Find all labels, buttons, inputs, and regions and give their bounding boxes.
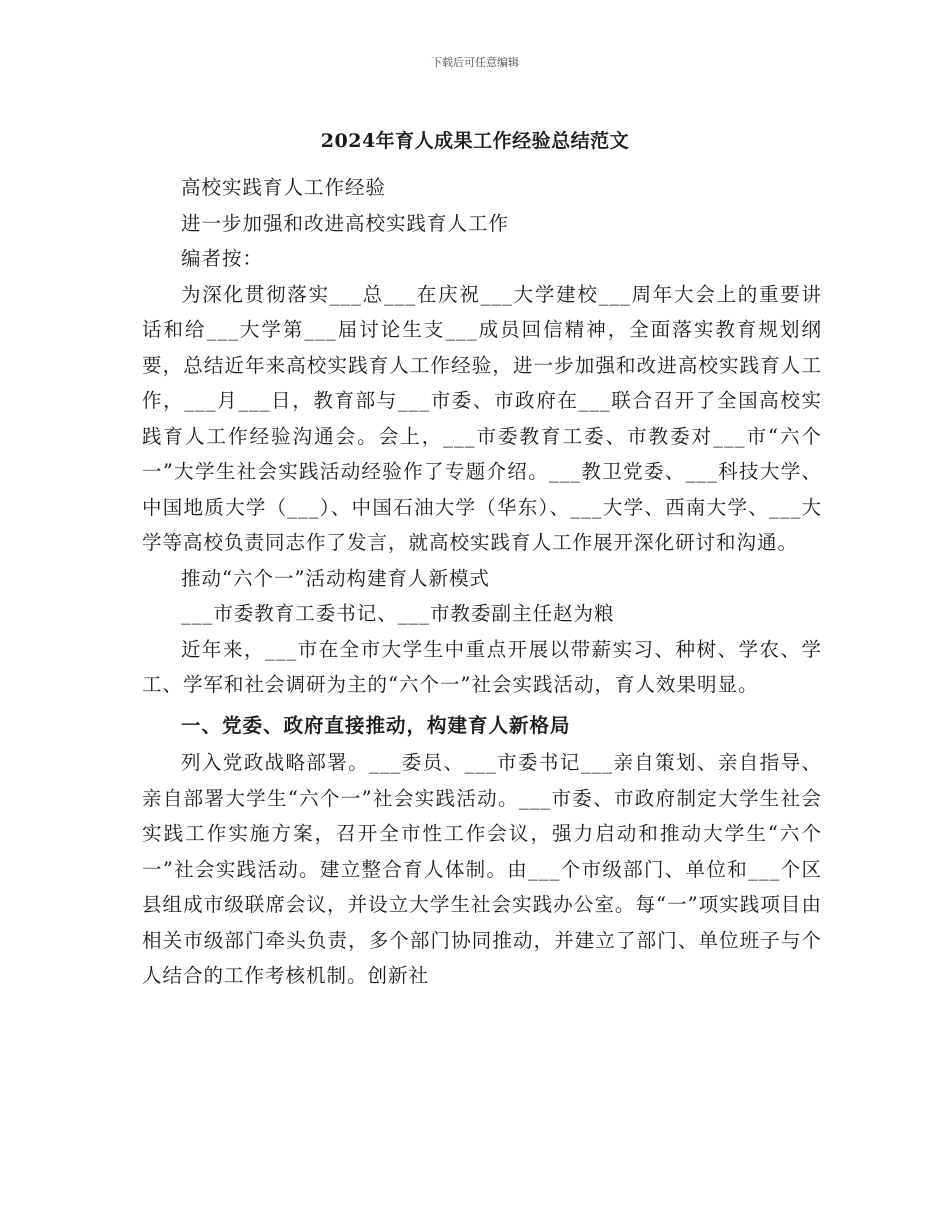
paragraph: 进一步加强和改进高校实践育人工作 <box>181 211 510 235</box>
paragraph: 近年来，___市在全市大学生中重点开展以带薪实习、种树、学农、学工、学军和社会调研为主的“六个一”社会实践活动，育人效果明显。 <box>142 637 822 696</box>
section-heading: 一、党委、政府直接推动，构建育人新格局 <box>181 713 571 737</box>
header-note: 下载后可任意编辑 <box>431 56 519 69</box>
paragraph: 推动“六个一”活动构建育人新模式 <box>181 566 490 590</box>
paragraph: 编者按： <box>181 247 264 270</box>
paragraph: 高校实践育人工作经验 <box>181 176 387 199</box>
paragraph: ___市委教育工委书记、___市教委副主任赵为粮 <box>181 602 615 625</box>
paragraph: 列入党政战略部署。___委员、___市委书记___亲自策划、亲自指导、亲自部署大学生“六个一”社会实践活动。___市委、市政府制定大学生社会实践工作实施方案，召开全市性工作会议，强力启动和推动大学生“六个一”社会实践活动。建立整合育人体制。由___个市级部门、单位和___个区县组成市级联席会议，并设立大学生社会实践办公室。每“一”项实践项目由相关市级部门牵头负责，多个部门协同推动，并建立了部门、单位班子与个人结合的工作考核机制。创新社 <box>142 751 822 987</box>
paragraph: 为深化贯彻落实___总___在庆祝___大学建校___周年大会上的重要讲话和给___大学第___届讨论生支___成员回信精神，全面落实教育规划纲要，总结近年来高校实践育人工作经验，进一步加强和改进高校实践育人工作，___月___日，教育部与___市委、市政府在___联合召开了全国高校实践育人工作经验沟通会。会上，___市委教育工委、市教委对___市“六个一”大学生社会实践活动经验作了专题介绍。___教卫党委、___科技大学、中国地质大学（___）、中国石油大学（华东）、___大学、西南大学、___大学等高校负责同志作了发言，就高校实践育人工作展开深化研讨和沟通。 <box>142 282 822 554</box>
document-title: 2024年育人成果工作经验总结范文 <box>320 130 630 152</box>
document-body <box>142 170 822 994</box>
